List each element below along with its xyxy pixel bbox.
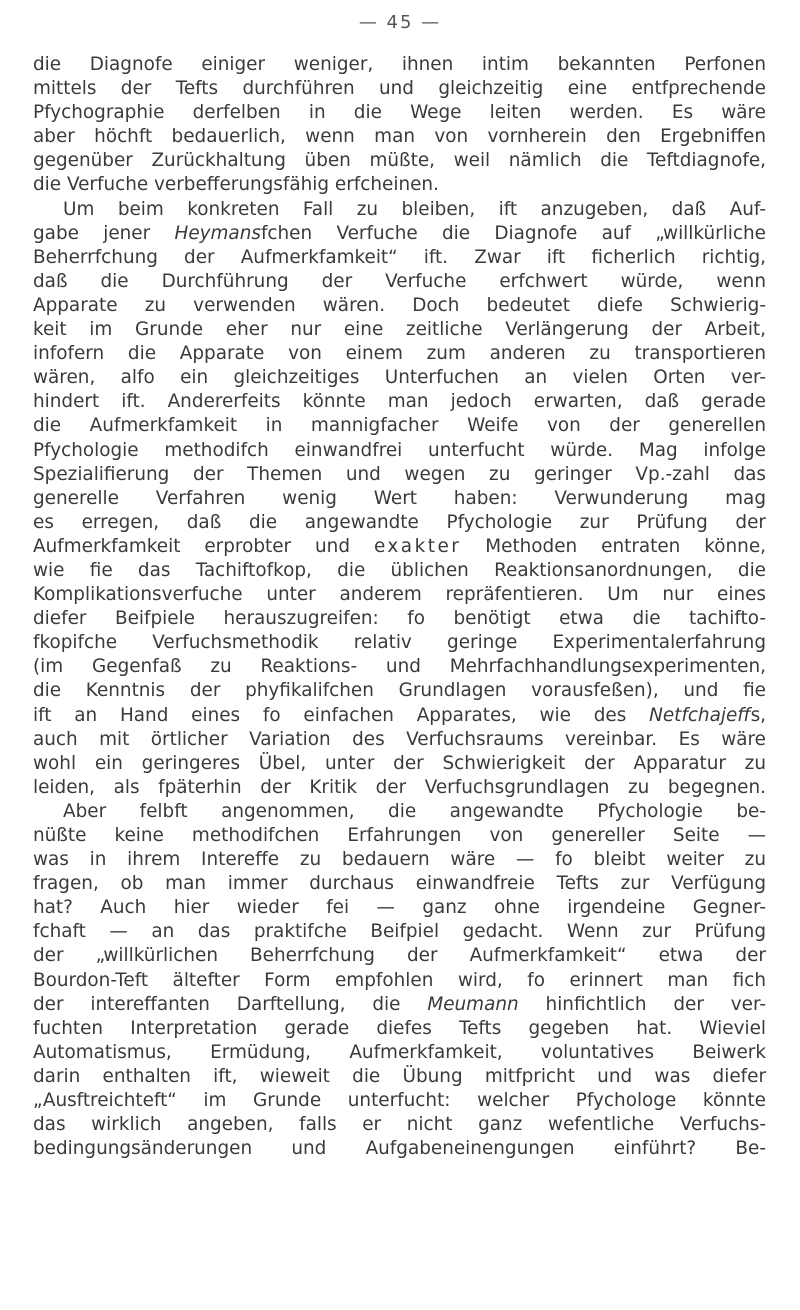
text-line: die Diagnofe einiger weniger, ihnen intim bekannten Perfonen: [33, 54, 766, 75]
page-number: — 45 —: [358, 12, 442, 33]
text-line: darin enthalten ift, wieweit die Übung mitfpricht und was diefer: [33, 1065, 766, 1087]
text-line: wären, alfo ein gleichzeitiges Unterfuchen an vielen Orten ver-: [33, 367, 766, 389]
text-line: der intereffanten Darftellung, die Meumann hinfichtlich der ver-: [33, 993, 766, 1015]
text-line: Komplikationsverfuche unter anderem repräfentieren. Um nur eines: [33, 584, 766, 606]
text-line: das wirklich angeben, falls er nicht ganz wefentliche Verfuchs-: [33, 1114, 766, 1136]
text-line: fuchten Interpretation gerade diefes Tefts gegeben hat. Wieviel: [33, 1017, 766, 1039]
text-line: nüßte keine methodifchen Erfahrungen von genereller Seite —: [33, 825, 766, 846]
text-line: die Aufmerkfamkeit in mannigfacher Weife von der generellen: [33, 415, 766, 437]
text-line: die Verfuche verbefferungsfähig erfcheinen.: [33, 174, 439, 196]
text-line: fragen, ob man immer durchaus einwandfreie Tefts zur Verfügung: [33, 873, 766, 895]
text-line: fchaft — an das praktifche Beifpiel gedacht. Wenn zur Prüfung: [33, 921, 766, 943]
text-line: der „willkürlichen Beherrfchung der Aufmerkfamkeit“ etwa der: [33, 945, 766, 967]
text-line: Spezialifierung der Themen und wegen zu geringer Vp.-zahl das: [33, 463, 766, 485]
text-line: hindert ift. Andererfeits könnte man jedoch erwarten, daß gerade: [33, 391, 766, 413]
text-line: diefer Beifpiele herauszugreifen: fo benötigt etwa die tachifto-: [33, 608, 766, 630]
text-line: infofern die Apparate von einem zum anderen zu transportieren: [33, 343, 766, 365]
text-line: wie fie das Tachiftofkop, die üblichen Reaktionsanordnungen, die: [33, 559, 766, 581]
author-name-meumann: Meumann: [427, 993, 519, 1015]
text-line: ift an Hand eines fo einfachen Apparates, wie des Netfchajeffs,: [33, 704, 766, 726]
text-line: Bourdon-Teft ältefter Form empfohlen wird, fo erinnert man fich: [33, 969, 766, 991]
text-line: gabe jener Heymansfchen Verfuche die Diagnofe auf „willkürliche: [33, 222, 766, 244]
text-line: wohl ein geringeres Übel, unter der Schwierigkeit der Apparatur zu: [33, 752, 766, 774]
paragraph-start-line: Um beim konkreten Fall zu bleiben, ift anzugeben, daß Auf-: [63, 198, 766, 220]
text-line: was in ihrem Intereffe zu bedauern wäre — fo bleibt weiter zu: [33, 849, 766, 871]
paragraph-start-line: Aber felbft angenommen, die angewandte Pfychologie be-: [63, 800, 766, 822]
text-line: Apparate zu verwenden wären. Doch bedeutet diefe Schwierig-: [33, 294, 766, 316]
author-name-netschajeff: Netfchajeff: [649, 704, 751, 726]
text-line: „Ausftreichteft“ im Grunde unterfucht: welcher Pfychologe könnte: [33, 1090, 766, 1112]
text-line: hat? Auch hier wieder fei — ganz ohne irgendeine Gegner-: [33, 897, 766, 919]
text-line: gegenüber Zurückhaltung üben müßte, weil nämlich die Teftdiagnofe,: [33, 150, 766, 172]
text-line: Automatismus, Ermüdung, Aufmerkfamkeit, voluntatives Beiwerk: [33, 1041, 766, 1063]
text-line: Pfychographie derfelben in die Wege leiten werden. Es wäre: [33, 102, 766, 124]
text-line: die Kenntnis der phyfikalifchen Grundlagen vorausfeßen), und fie: [33, 680, 766, 702]
text-line: auch mit örtlicher Variation des Verfuchsraums vereinbar. Es wäre: [33, 728, 766, 750]
text-line: generelle Verfahren wenig Wert haben: Verwunderung mag: [33, 487, 766, 509]
text-line: keit im Grunde eher nur eine zeitliche Verlängerung der Arbeit,: [33, 319, 766, 341]
text-line: aber höchft bedauerlich, wenn man von vornherein den Ergebniffen: [33, 126, 766, 148]
text-line: fkopifche Verfuchsmethodik relativ geringe Experimentalerfahrung: [33, 632, 766, 654]
body-text: [33, 53, 766, 1161]
text-line: Pfychologie methodifch einwandfrei unterfucht würde. Mag infolge: [33, 439, 766, 461]
author-name-heymans: Heymans: [174, 222, 261, 244]
text-line: Beherrfchung der Aufmerkfamkeit“ ift. Zwar ift ficherlich richtig,: [33, 246, 766, 268]
text-line: leiden, als fpäterhin der Kritik der Verfuchsgrundlagen zu begegnen.: [33, 776, 766, 798]
text-line: (im Gegenfaß zu Reaktions- und Mehrfachhandlungsexperimenten,: [33, 656, 766, 678]
text-line: mittels der Tefts durchführen und gleichzeitig eine entfprechende: [33, 78, 766, 100]
text-line: es erregen, daß die angewandte Pfychologie zur Prüfung der: [33, 511, 766, 533]
text-line: Aufmerkfamkeit erprobter und exakter Methoden entraten könne,: [33, 535, 766, 557]
text-line: bedingungsänderungen und Aufgabeneinengungen einführt? Be-: [33, 1138, 766, 1160]
spaced-emphasis: exakter: [373, 535, 462, 557]
text-line: daß die Durchführung der Verfuche erfchwert würde, wenn: [33, 270, 766, 292]
